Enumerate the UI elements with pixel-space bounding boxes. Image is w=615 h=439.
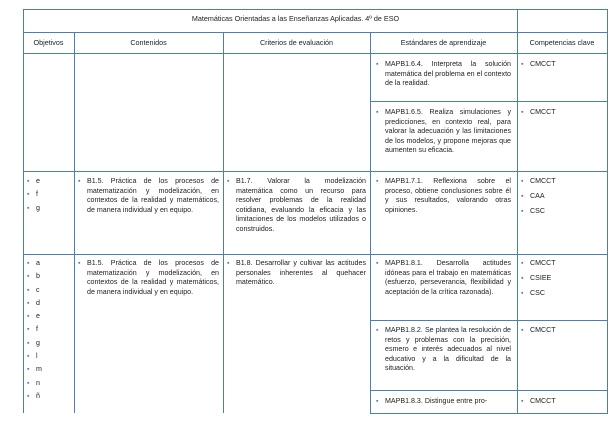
bullet-icon: ▪ (227, 178, 230, 185)
objetivo-text: e (36, 177, 40, 185)
bullet-icon: ▪ (27, 366, 30, 374)
competencias-cell (521, 259, 603, 305)
estandar-item (376, 60, 511, 89)
bullet-icon: ▪ (376, 260, 379, 267)
competencia-text: CMCCT (530, 60, 556, 68)
objetivo-item (27, 392, 71, 402)
bullet-icon: ▪ (27, 286, 30, 294)
table-row (376, 60, 511, 89)
competencia-item (521, 192, 603, 202)
objetivo-item (27, 177, 71, 187)
header-estandares: Estándares de aprendizaje (400, 38, 487, 47)
estandar-text: MAPB1.8.3. Distingue entre pro- (385, 397, 488, 405)
competencia-text: CSC (530, 289, 545, 298)
objetivo-text: b (36, 272, 40, 281)
competencia-item (521, 108, 603, 118)
competencia-text: CMCCT (530, 259, 556, 267)
objetivo-item (27, 325, 71, 335)
objetivo-item (27, 272, 71, 282)
estandares-cell (376, 177, 511, 215)
estandar-item (376, 108, 511, 156)
table-row (376, 108, 511, 156)
bullet-icon: ▪ (27, 273, 30, 281)
bullet-icon: ▪ (27, 352, 30, 360)
objetivos-cell (27, 259, 71, 405)
estandar-text: MAPB1.8.2. Se plantea la resolución de retos y problemas con la precisión, esmero e interés adecuados al nivel educativo y a la dificultad de la situación. (385, 326, 511, 373)
estandar-text: MAPB1.8.1. Desarrolla actitudes idóneas para el trabajo en matemáticas (esfuerzo, perseverancia, flexibilidad y aceptación de la crítica razonada). (385, 259, 511, 296)
bullet-icon: ▪ (27, 379, 30, 387)
competencias-cell (521, 326, 603, 341)
objetivo-item (27, 339, 71, 349)
estandar-text: MAPB1.7.1. Reflexiona sobre el proceso, obtiene conclusiones sobre él y sus resultados, valorando otras opiniones. (385, 177, 511, 214)
header-competencias: Competencias clave (529, 38, 595, 47)
criterios-cell (227, 259, 366, 288)
bullet-icon: ▪ (78, 178, 81, 185)
bullet-icon: ▪ (376, 109, 379, 116)
competencia-text: CMCCT (530, 177, 556, 185)
bullet-icon: ▪ (521, 208, 524, 216)
objetivo-item (27, 259, 71, 269)
header-objetivos: Objetivos (33, 38, 64, 47)
bullet-icon: ▪ (227, 260, 230, 267)
competencia-item (521, 177, 603, 187)
objetivo-item (27, 312, 71, 322)
contenidos-cell (78, 259, 219, 297)
competencia-text: CMCCT (530, 397, 556, 405)
objetivos-cell (27, 177, 71, 217)
bullet-icon: ▪ (27, 392, 30, 400)
objetivo-item (27, 299, 71, 309)
bullet-icon: ▪ (521, 61, 524, 68)
bullet-icon: ▪ (27, 339, 30, 347)
estandar-text: MAPB1.6.4. Interpreta la solución matemática del problema en el contexto de la realidad. (385, 60, 511, 88)
competencia-item (521, 259, 603, 269)
estandares-cell (376, 397, 511, 407)
objetivo-text: n (36, 378, 40, 387)
objetivo-text: g (36, 338, 40, 347)
objetivo-text: l (36, 351, 38, 360)
estandares-cell (376, 259, 511, 297)
objetivo-text: f (36, 325, 38, 334)
bullet-icon: ▪ (27, 313, 30, 321)
contenido-item (78, 177, 219, 215)
bullet-icon: ▪ (521, 275, 524, 283)
estandar-item (376, 397, 511, 407)
bullet-icon: ▪ (521, 290, 524, 298)
bullet-icon: ▪ (521, 178, 524, 185)
objetivo-item (27, 190, 71, 200)
bullet-icon: ▪ (376, 327, 379, 334)
objetivo-text: e (36, 312, 40, 321)
bullet-icon: ▪ (27, 191, 30, 199)
objetivo-item (27, 204, 71, 214)
competencia-item (521, 289, 603, 299)
bullet-icon: ▪ (521, 398, 524, 405)
contenido-text: B1.5. Práctica de los procesos de matematización y modelización, en contextos de la realidad y matemáticos, de manera individual y en equipo. (87, 259, 219, 296)
objetivo-text: d (36, 298, 40, 307)
competencia-text: CMCCT (530, 326, 556, 334)
bullet-icon: ▪ (376, 61, 379, 68)
competencias-cell (521, 108, 603, 123)
objetivo-text: ñ (36, 391, 40, 400)
estandar-item (376, 259, 511, 297)
competencias-cell (521, 60, 603, 75)
contenido-item (78, 259, 219, 297)
bullet-icon: ▪ (27, 178, 30, 185)
competencia-text: CAA (530, 192, 545, 201)
competencia-item (521, 207, 603, 217)
competencia-text: CSC (530, 207, 545, 216)
objetivo-text: m (36, 365, 42, 374)
header-contenidos: Contenidos (130, 38, 167, 47)
objetivo-item (27, 365, 71, 375)
objetivo-item (27, 379, 71, 389)
criterio-text: B1.7. Valorar la modelización matemática como un recurso para resolver problemas de la realidad cotidiana, evaluando la eficacia y las limitaciones de los modelos utilizados o construidos. (236, 177, 366, 233)
bullet-icon: ▪ (27, 204, 30, 212)
criterio-item (227, 177, 366, 235)
header-criterios: Criterios de evaluación (259, 38, 334, 47)
bullet-icon: ▪ (27, 299, 30, 307)
criterio-text: B1.8. Desarrollar y cultivar las actitudes personales inherentes al quehacer matemático. (236, 259, 366, 287)
competencias-cell (521, 397, 603, 412)
bullet-icon: ▪ (521, 260, 524, 267)
competencia-item (521, 60, 603, 70)
criterio-item (227, 259, 366, 288)
competencia-item (521, 397, 603, 407)
estandar-text: MAPB1.6.5. Realiza simulaciones y predicciones, en contexto real, para valorar la adecuación y las limitaciones de los modelos, y propone mejoras que aumenten su eficacia. (385, 108, 511, 155)
competencia-item (521, 274, 603, 284)
objetivo-text: c (36, 285, 40, 294)
criterios-cell (227, 177, 366, 235)
contenido-text: B1.5. Práctica de los procesos de matematización y modelización, en contextos de la realidad y matemáticos, de manera individual y en equipo. (87, 177, 219, 214)
objetivo-item (27, 286, 71, 296)
bullet-icon: ▪ (521, 109, 524, 116)
competencias-cell (521, 177, 603, 223)
competencia-text: CSIEE (530, 274, 552, 283)
objetivo-text: g (36, 203, 40, 212)
objetivo-text: a (36, 259, 40, 267)
table-title: Matemáticas Orientadas a las Enseñanzas Aplicadas. 4º de ESO (191, 14, 400, 23)
bullet-icon: ▪ (78, 260, 81, 267)
estandares-cell (376, 326, 511, 374)
objetivo-item (27, 352, 71, 362)
bullet-icon: ▪ (521, 193, 524, 201)
bullet-icon: ▪ (376, 398, 379, 405)
bullet-icon: ▪ (521, 327, 524, 334)
bullet-icon: ▪ (376, 178, 379, 185)
bullet-icon: ▪ (27, 326, 30, 334)
objetivo-text: f (36, 190, 38, 199)
contenidos-cell (78, 177, 219, 215)
bullet-icon: ▪ (27, 260, 30, 267)
estandar-item (376, 177, 511, 215)
competencia-text: CMCCT (530, 108, 556, 116)
estandar-item (376, 326, 511, 374)
competencia-item (521, 326, 603, 336)
